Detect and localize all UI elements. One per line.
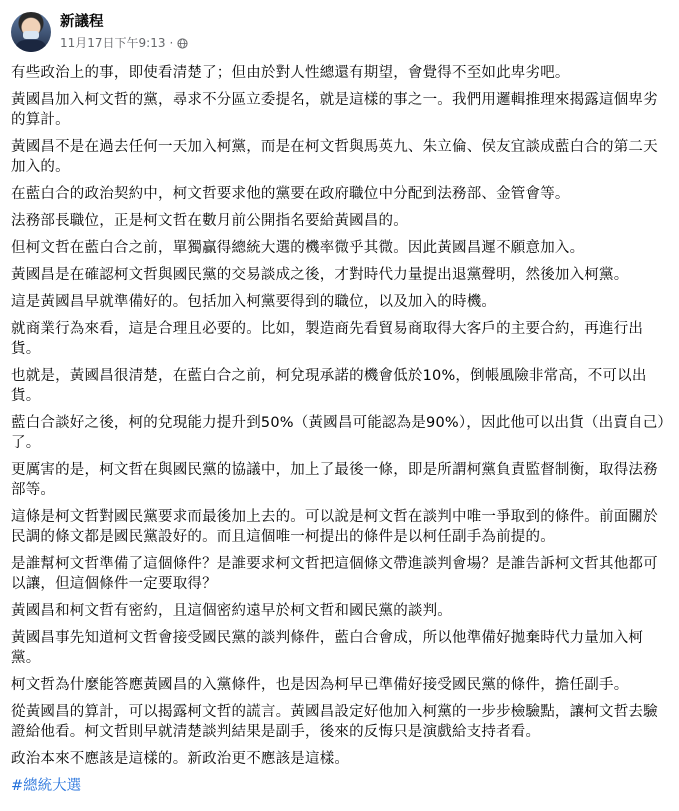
post-paragraph: 黃國昌事先知道柯文哲會接受國民黨的談判條件，藍白合會成，所以他準備好拋棄時代力量加入柯黨。 bbox=[11, 630, 644, 666]
post-paragraph: 有些政治上的事，即使看清楚了；但由於對人性總還有期望，會覺得不至如此卑劣吧。 bbox=[11, 65, 570, 81]
post-paragraph: 更厲害的是，柯文哲在與國民黨的協議中，加上了最後一條，即是所謂柯黨負責監督制衡，取得法務部等。 bbox=[11, 462, 658, 498]
suit-shape bbox=[15, 40, 47, 52]
avatar[interactable] bbox=[11, 12, 51, 52]
post-paragraph: 但柯文哲在藍白合之前，單獨贏得總統大選的機率微乎其微。因此黃國昌遲不願意加入。 bbox=[11, 240, 585, 256]
post-paragraph: 在藍白合的政治契約中，柯文哲要求他的黨要在政府職位中分配到法務部、金管會等。 bbox=[11, 186, 570, 202]
post-paragraph: 黃國昌加入柯文哲的黨，尋求不分區立委提名，就是這樣的事之一。我們用邏輯推理來揭露這個卑劣的算計。 bbox=[11, 92, 658, 128]
post-paragraph: 政治本來不應該是這樣的。新政治更不應該是這樣。 bbox=[11, 751, 350, 767]
post-paragraph: 也就是，黃國昌很清楚，在藍白合之前，柯兌現承諾的機會低於10%，倒帳風險非常高，不可以出貨。 bbox=[11, 368, 647, 404]
post-body bbox=[11, 63, 666, 796]
face-mask-shape bbox=[23, 31, 39, 39]
separator-dot: · bbox=[169, 36, 174, 50]
post-paragraph: 黃國昌不是在過去任何一天加入柯黨，而是在柯文哲與馬英九、朱立倫、侯友宜談成藍白合的第二天加入的。 bbox=[11, 139, 658, 175]
globe-icon[interactable] bbox=[177, 38, 188, 49]
hashtag-link[interactable]: #總統大選 bbox=[11, 778, 82, 794]
post-paragraph: 這條是柯文哲對國民黨要求而最後加上去的。可以說是柯文哲在談判中唯一爭取到的條件。前面關於民調的條文都是國民黨設好的。而且這個唯一柯提出的條件是以柯任副手為前提的。 bbox=[11, 509, 658, 545]
post-paragraph: 黃國昌和柯文哲有密約，且這個密約遠早於柯文哲和國民黨的談判。 bbox=[11, 603, 452, 619]
author-name[interactable]: 新議程 bbox=[60, 14, 104, 30]
post-paragraph: 藍白合談好之後，柯的兌現能力提升到50%（黃國昌可能認為是90%），因此他可以出貨（出賣自己）了。 bbox=[11, 415, 665, 451]
post-timestamp[interactable]: 11月17日下午9:13 bbox=[60, 36, 166, 50]
post-paragraph: 這是黃國昌早就準備好的。包括加入柯黨要得到的職位，以及加入的時機。 bbox=[11, 294, 497, 310]
post-paragraph: 是誰幫柯文哲準備了這個條件？是誰要求柯文哲把這個條文帶進談判會場？是誰告訴柯文哲其他都可以讓，但這個條件一定要取得？ bbox=[11, 556, 658, 592]
post-paragraph: 從黃國昌的算計，可以揭露柯文哲的謊言。黃國昌設定好他加入柯黨的一步步檢驗點，讓柯文哲去驗證給他看。柯文哲則早就清楚談判結果是副手，後來的反悔只是演戲給支持者看。 bbox=[11, 704, 658, 740]
post-paragraph: 就商業行為來看，這是合理且必要的。比如，製造商先看貿易商取得大客戶的主要合約，再進行出貨。 bbox=[11, 321, 644, 357]
post-paragraph: 法務部長職位，正是柯文哲在數月前公開指名要給黃國昌的。 bbox=[11, 213, 408, 229]
post-header bbox=[11, 12, 188, 56]
post-paragraph: 黃國昌是在確認柯文哲與國民黨的交易談成之後，才對時代力量提出退黨聲明，然後加入柯黨。 bbox=[11, 267, 629, 283]
post-paragraph: 柯文哲為什麼能答應黃國昌的入黨條件，也是因為柯早已準備好接受國民黨的條件，擔任副手。 bbox=[11, 677, 629, 693]
post-meta bbox=[60, 13, 188, 52]
post-subline bbox=[60, 35, 188, 52]
